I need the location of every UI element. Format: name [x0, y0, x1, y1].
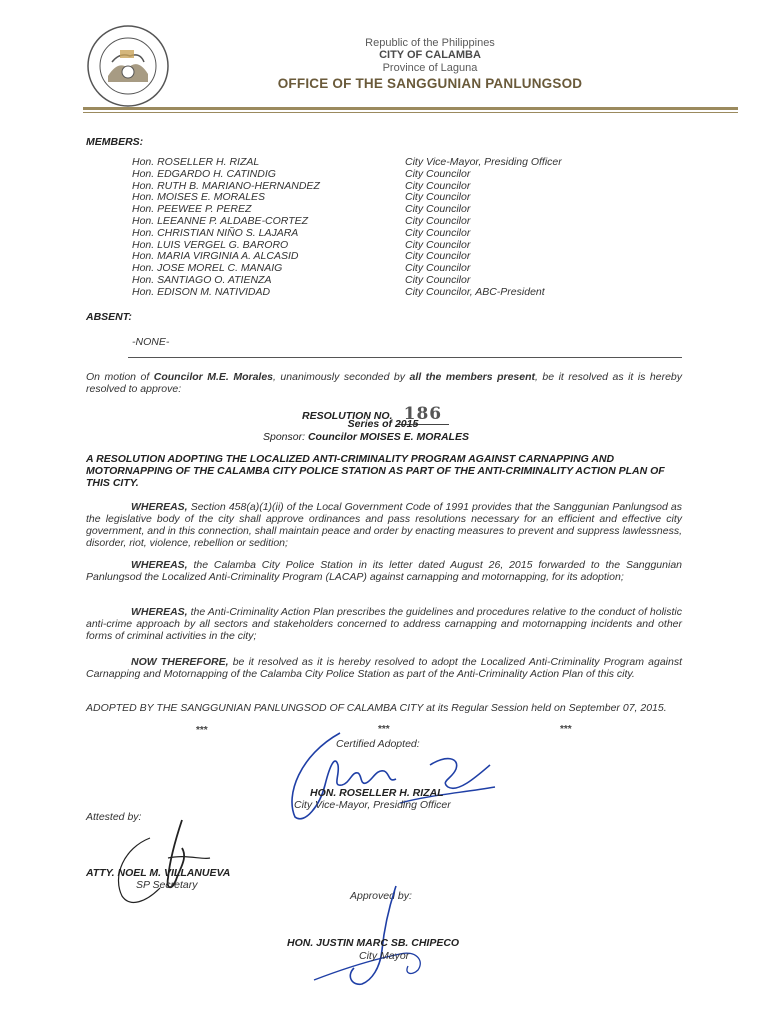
clause-lead: WHEREAS,	[131, 559, 188, 571]
certified-title: City Vice-Mayor, Presiding Officer	[294, 799, 451, 811]
header-rule-thick	[83, 107, 738, 110]
member-role: City Vice-Mayor, Presiding Officer	[405, 156, 562, 168]
member-role: City Councilor	[405, 191, 471, 204]
approved-name: HON. JUSTIN MARC SB. CHIPECO	[287, 937, 460, 949]
certified-label: Certified Adopted:	[336, 738, 420, 750]
member-name: Hon. EDGARDO H. CATINDIG	[132, 167, 276, 180]
member-name: Hon. LUIS VERGEL G. BARORO	[132, 238, 289, 251]
member-name: Hon. MARIA VIRGINIA A. ALCASID	[132, 250, 299, 263]
sponsor-name: Councilor MOISES E. MORALES	[307, 431, 469, 443]
attested-name: ATTY. NOEL M. VILLANUEVA	[86, 867, 231, 879]
stars-right: ***	[560, 724, 572, 735]
section-divider	[128, 357, 682, 358]
member-role: City Councilor	[405, 238, 471, 251]
approved-title: City Mayor	[359, 950, 410, 962]
member-role: City Councilor	[405, 179, 471, 192]
clause-text: be it resolved as it is hereby resolved to adopt the Localized Anti-Criminality Program against Carnapping and Motornapping of the Calamba City Police Station as part of the Anti-Criminality Action Plan of this city.	[86, 656, 682, 680]
member-name: Hon. MOISES E. MORALES	[132, 191, 266, 204]
member-role: City Councilor	[405, 203, 471, 216]
member-name: Hon. RUTH B. MARIANO-HERNANDEZ	[132, 179, 320, 192]
sponsor-label: Sponsor:	[263, 431, 306, 443]
clause-lead: NOW THEREFORE,	[131, 656, 229, 668]
resolution-series: Series of 2015	[347, 418, 419, 430]
resolution-title: A RESOLUTION ADOPTING THE LOCALIZED ANTI-CRIMINALITY PROGRAM AGAINST CARNAPPING AND MOTORNAPPING OF THE CALAMBA CITY POLICE STATION AS PART OF THE ANTI-CRIMINALITY ACTION PLAN OF THIS CITY.	[86, 453, 665, 489]
header-city: CITY OF CALAMBA	[379, 49, 481, 61]
member-name: Hon. PEEWEE P. PEREZ	[132, 203, 252, 216]
motion-text-1: On motion of	[86, 371, 154, 383]
member-role: City Councilor	[405, 250, 471, 263]
whereas-clause-3	[86, 606, 682, 642]
adopted-statement: ADOPTED BY THE SANGGUNIAN PANLUNGSOD OF CALAMBA CITY at its Regular Session held on September 07, 2015.	[86, 702, 667, 714]
absent-label: ABSENT:	[86, 311, 132, 323]
attested-title: SP Secretary	[136, 879, 198, 891]
member-name: Hon. SANTIAGO O. ATIENZA	[132, 274, 272, 286]
member-role: City Councilor	[405, 274, 471, 286]
member-name: Hon. EDISON M. NATIVIDAD	[132, 285, 271, 298]
clause-text: the Anti-Criminality Action Plan prescribes the guidelines and procedures relative to the conduct of holistic anti-crime approach by all sectors and stakeholders concerned to address carnapping and motornapping incidents and other forms of criminal activities in the city;	[86, 606, 682, 642]
members-label: MEMBERS:	[86, 136, 144, 148]
header-republic: Republic of the Philippines	[365, 37, 495, 49]
clause-text: Section 458(a)(1)(ii) of the Local Government Code of 1991 provides that the Sanggunian Panlungsod as the legislative body of the city shall approve ordinances and pass resolutions necessary for an efficient and effective city government, and in this connection, shall maintain peace and order by enacting measures to prevent and suppress lawlessness, disorder, riot, violence, rebellion or sedition;	[86, 501, 682, 549]
attested-label: Attested by:	[86, 811, 142, 823]
whereas-clause-2	[86, 559, 682, 583]
member-role: City Councilor, ABC-President	[405, 285, 545, 298]
member-name: Hon. JOSE MOREL C. MANAIG	[132, 262, 283, 275]
whereas-clause-1	[86, 501, 682, 549]
member-role: City Councilor	[405, 262, 471, 275]
header-province: Province of Laguna	[382, 62, 478, 74]
approved-label: Approved by:	[350, 890, 412, 902]
stars-left: ***	[196, 725, 208, 736]
resolution-number: 186	[397, 404, 449, 425]
clause-lead: WHEREAS,	[131, 606, 188, 618]
motion-text-2: , unanimously seconded by	[273, 371, 410, 383]
header-rule-thin	[83, 112, 738, 113]
mayor-signature	[300, 880, 450, 990]
now-therefore-clause	[86, 656, 682, 680]
motion-paragraph	[86, 371, 682, 395]
motion-seconders: all the members present	[409, 371, 536, 383]
resolution-no-label: RESOLUTION NO.	[302, 410, 393, 422]
member-name: Hon. CHRISTIAN NIÑO S. LAJARA	[132, 226, 299, 239]
stars-center: ***	[378, 724, 390, 735]
member-role: City Councilor	[405, 167, 471, 180]
motion-text-3: , be it resolved as it is hereby resolved to approve:	[86, 371, 683, 395]
calamba-city-seal	[86, 24, 170, 108]
header-office: OFFICE OF THE SANGGUNIAN PANLUNGSOD	[277, 76, 583, 91]
member-role: City Councilor	[405, 215, 471, 227]
member-name: Hon. LEEANNE P. ALDABE-CORTEZ	[132, 215, 309, 227]
motion-mover: Councilor M.E. Morales	[153, 371, 274, 383]
secretary-signature	[110, 818, 230, 908]
absent-value: -NONE-	[132, 336, 170, 348]
clause-lead: WHEREAS,	[131, 501, 188, 513]
resolution-sponsor-line	[263, 431, 469, 443]
member-role: City Councilor	[405, 226, 471, 239]
certified-name: HON. ROSELLER H. RIZAL	[310, 787, 444, 799]
member-name: Hon. ROSELLER H. RIZAL	[132, 156, 260, 168]
clause-text: the Calamba City Police Station in its letter dated August 26, 2015 forwarded to the Sanggunian Panlungsod the Localized Anti-Criminality Program (LACAP) against carnapping and motornapping, for its adoption;	[86, 559, 682, 583]
